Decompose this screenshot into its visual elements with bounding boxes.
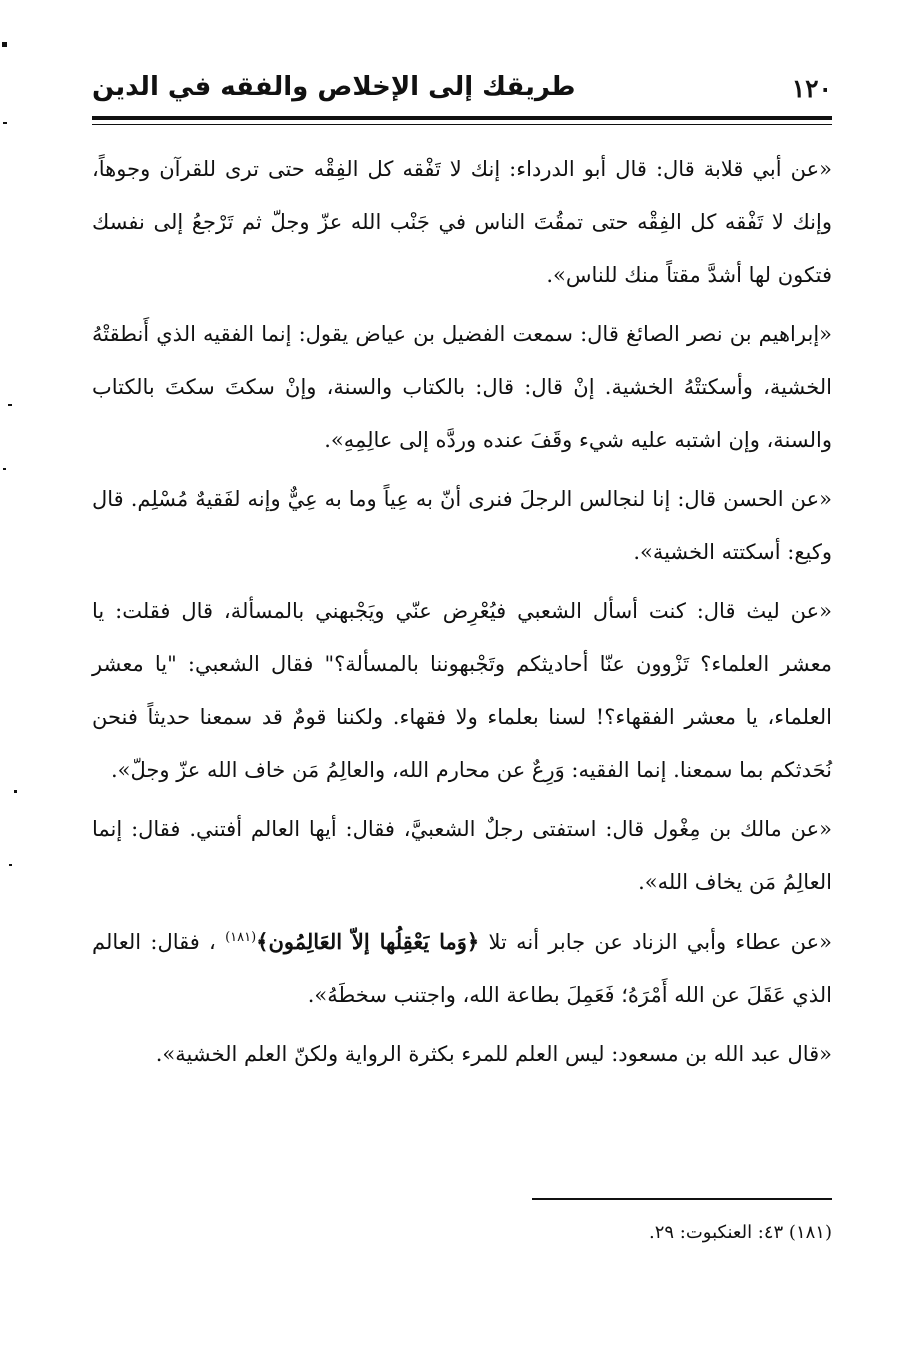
footnote: (١٨١) ٤٣: العنكبوت: ٢٩. (648, 1222, 832, 1243)
paragraph-fudayl: «إبراهيم بن نصر الصائغ قال: سمعت الفضيل بن عياض يقول: إنما الفقيه الذي أَنطقتْهُ الخشية، وأسكتتْهُ الخشية. إنْ قال: قال: بالكتاب والسنة، وإنْ سكتَ سكتَ بالكتاب والسنة، وإن اشتبه عليه شيء وقَفَ عنده وردَّه إلى عالِمِهِ». (92, 322, 832, 452)
page-header (92, 66, 832, 112)
scan-mark (3, 122, 7, 124)
paragraph-ata-rest: ، فقال: العالم الذي عَقَلَ عن الله أَمْرَهُ؛ فَعَمِلَ بطاعة الله، واجتنب سخطَهُ». (92, 930, 832, 1007)
scan-mark (8, 404, 12, 406)
header-rule-thick (92, 116, 832, 120)
paragraph-ata-intro: «عن عطاء وأبي الزناد عن جابر أنه تلا (488, 930, 832, 954)
page-number: ١٢٠ (791, 74, 832, 103)
scan-mark (14, 790, 17, 793)
paragraph-hasan: «عن الحسن قال: إنا لنجالس الرجلَ فنرى أنّ به عِياً وما به عِيٌّ وإنه لفَقيهٌ مُسْلِم. قال وكيع: أسكتته الخشية». (92, 487, 832, 564)
body-text (92, 143, 832, 1081)
scan-mark (2, 42, 7, 47)
paragraph-malik: «عن مالك بن مِغْول قال: استفتى رجلٌ الشعبيَّ، فقال: أيها العالم أفتني. فقال: إنما العالِمُ مَن يخاف الله». (92, 817, 832, 894)
paragraph-ata (92, 915, 832, 1022)
paragraph-abu-qilaba: «عن أبي قلابة قال: قال أبو الدرداء: إنك لا تَفْقه كل الفِقْه حتى ترى للقرآن وجوهاً، وإنك لا تَفْقه كل الفِقْه حتى تمقُتَ الناس في جَنْب الله عزّ وجلّ ثم تَرْجعُ إلى نفسك فتكون لها أشدَّ مقتاً منك للناس». (92, 157, 832, 287)
scan-mark (9, 864, 12, 866)
footnote-reference[interactable]: (١٨١) (225, 930, 257, 945)
scan-mark (3, 468, 6, 470)
quran-verse: ﴿وَما يَعْقِلُها إلاّ العَالِمُون﴾ (256, 929, 480, 954)
running-title: طريقك إلى الإخلاص والفقه في الدين (92, 72, 576, 102)
header-rule-thin (92, 124, 832, 125)
footnote-rule (532, 1198, 832, 1200)
paragraph-layth: «عن ليث قال: كنت أسأل الشعبي فيُعْرِض عنّي ويَجْبهني بالمسألة، قال فقلت: يا معشر العلماء؟ تَزْوون عنّا أحاديثكم وتَجْبهوننا بالمسألة؟" فقال الشعبي: "يا معشر العلماء، يا معشر الفقهاء؟! لسنا بعلماء ولا فقهاء. ولكننا قومٌ قد سمعنا حديثاً فنحن نُحَدثكم بما سمعنا. إنما الفقيه: وَرِعٌ عن محارم الله، والعالِمُ مَن خاف الله عزّ وجلّ». (92, 599, 832, 782)
paragraph-ibn-masud: «قال عبد الله بن مسعود: ليس العلم للمرء بكثرة الرواية ولكنّ العلم الخشية». (155, 1042, 832, 1066)
